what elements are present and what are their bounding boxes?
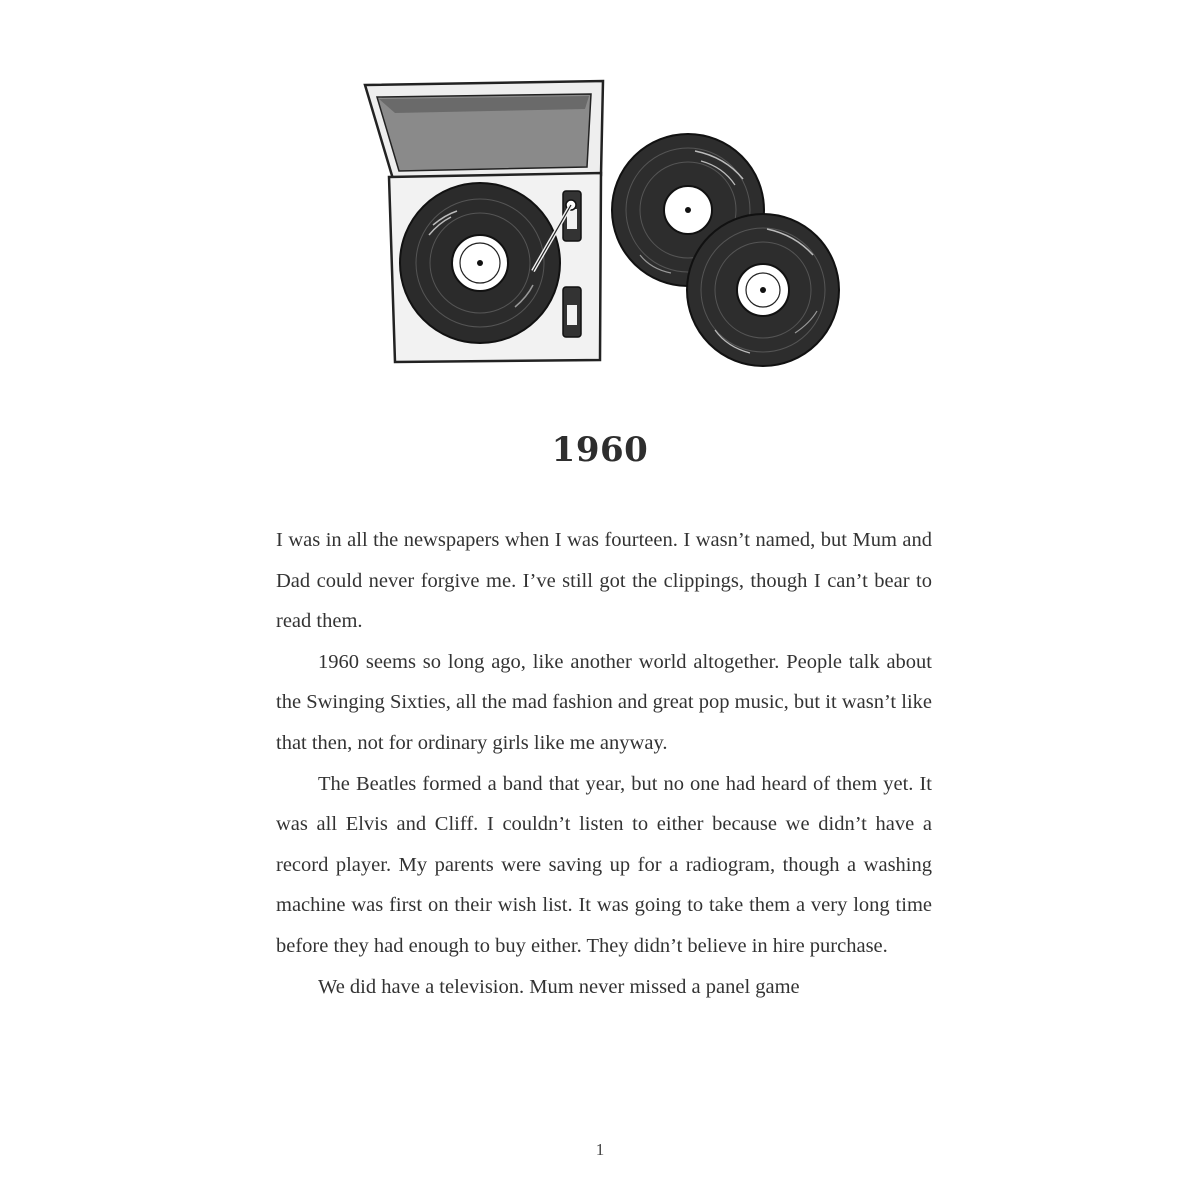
chapter-body xyxy=(276,520,932,1007)
paragraph: I was in all the newspapers when I was fourteen. I wasn’t named, but Mum and Dad could never forgive me. I’ve still got the clippings, though I can’t bear to read them. xyxy=(276,529,932,633)
paragraph: We did have a television. Mum never missed a panel game xyxy=(318,975,800,998)
paragraph: The Beatles formed a band that year, but no one had heard of them yet. It was all Elvis and Cliff. I couldn’t listen to either because we didn’t have a record player. My parents were saving up for a radiogram, though a washing machine was first on their wish list. It was going to take them a very long time before they had enough to buy either. They didn’t believe in hire purchase. xyxy=(276,772,932,957)
record-player-illustration xyxy=(355,75,845,375)
page-number: 1 xyxy=(595,1140,605,1159)
vinyl-record-icon xyxy=(687,214,839,366)
paragraph: 1960 seems so long ago, like another world altogether. People talk about the Swinging Sixties, all the mad fashion and great pop music, but it wasn’t like that then, not for ordinary girls like me anyway. xyxy=(276,650,932,754)
record-player-icon xyxy=(365,81,603,362)
chapter-title: 1960 xyxy=(551,430,649,470)
